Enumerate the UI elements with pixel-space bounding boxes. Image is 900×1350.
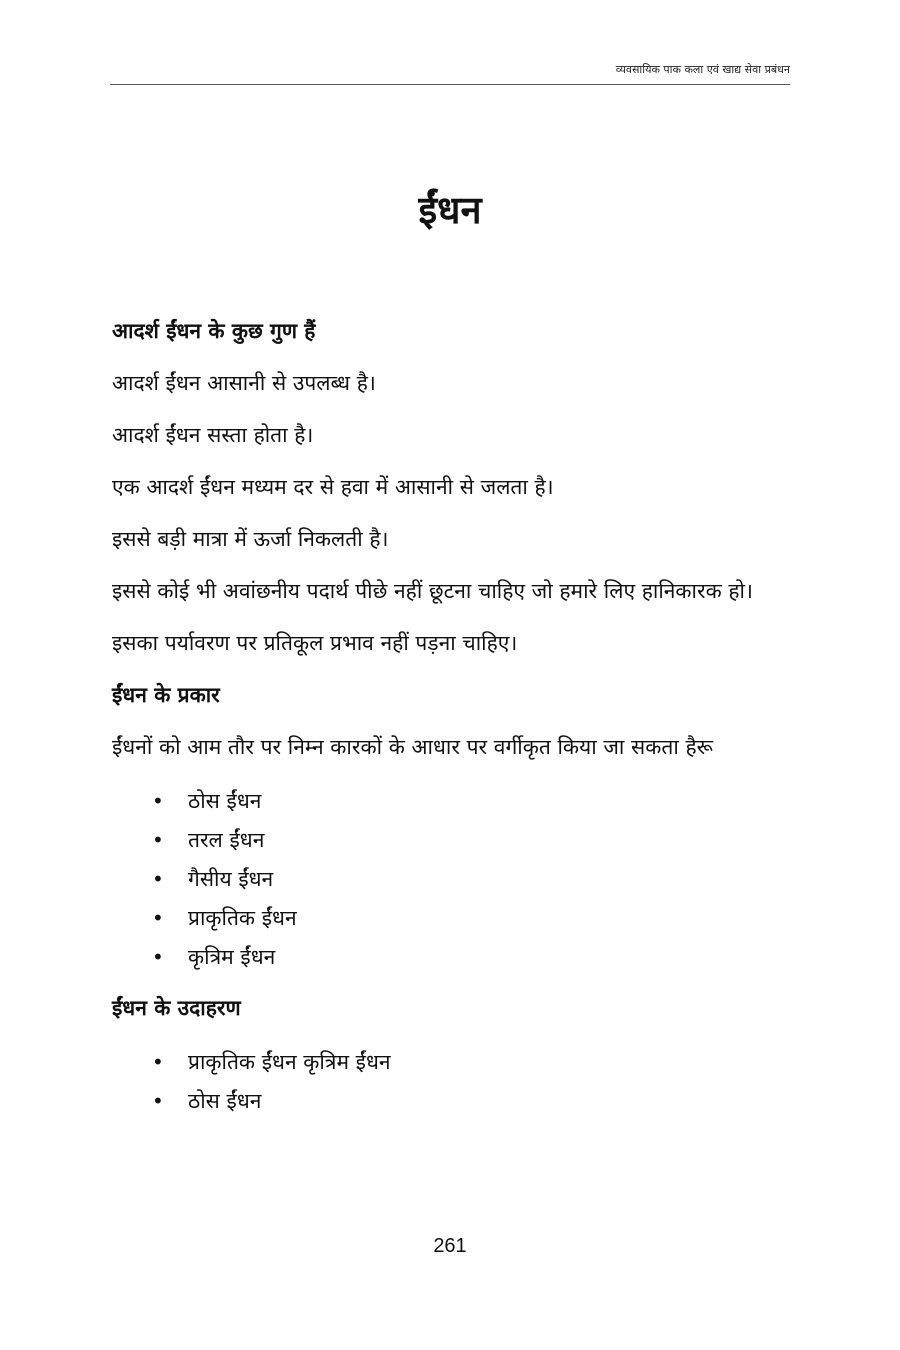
paragraph: आदर्श ईंधन सस्ता होता है। (112, 423, 314, 447)
running-header (110, 62, 790, 85)
examples-section (112, 991, 788, 1121)
section-heading-types: ईंधन के प्रकार (112, 683, 220, 707)
list-item: • प्राकृतिक ईंधन कृत्रिम ईंधन (152, 1043, 788, 1082)
qualities-section (112, 314, 788, 660)
page-number: 261 (433, 1235, 467, 1257)
types-section (112, 678, 788, 977)
paragraph: इसका पर्यावरण पर प्रतिकूल प्रभाव नहीं पड़ना चाहिए। (112, 631, 518, 655)
examples-bullet-list (112, 1043, 788, 1121)
paragraph: आदर्श ईंधन आसानी से उपलब्ध है। (112, 371, 376, 395)
list-item: • तरल ईंधन (152, 821, 788, 860)
list-item: • कृत्रिम ईंधन (152, 938, 788, 977)
paragraph: इससे कोई भी अवांछनीय पदार्थ पीछे नहीं छूटना चाहिए जो हमारे लिए हानिकारक हो। (112, 579, 753, 603)
paragraph: एक आदर्श ईंधन मध्यम दर से हवा में आसानी से जलता है। (112, 475, 554, 499)
list-item: • ठोस ईंधन (152, 1082, 788, 1121)
paragraph: इससे बड़ी मात्रा में ऊर्जा निकलती है। (112, 527, 389, 551)
chapter-title: ईंधन (418, 188, 482, 232)
page-content (112, 314, 788, 1135)
section-heading-examples: ईंधन के उदाहरण (112, 996, 241, 1020)
section-heading-qualities: आदर्श ईंधन के कुछ गुण हैं (112, 319, 316, 343)
types-bullet-list (112, 782, 788, 977)
types-intro-paragraph: ईंधनों को आम तौर पर निम्न कारकों के आधार पर वर्गीकृत किया जा सकता हैरू (112, 735, 713, 759)
list-item: • प्राकृतिक ईंधन (152, 899, 788, 938)
list-item: • गैसीय ईंधन (152, 860, 788, 899)
list-item: • ठोस ईंधन (152, 782, 788, 821)
running-header-title: व्यवसायिक पाक कला एवं खाद्य सेवा प्रबंधन (615, 63, 790, 76)
